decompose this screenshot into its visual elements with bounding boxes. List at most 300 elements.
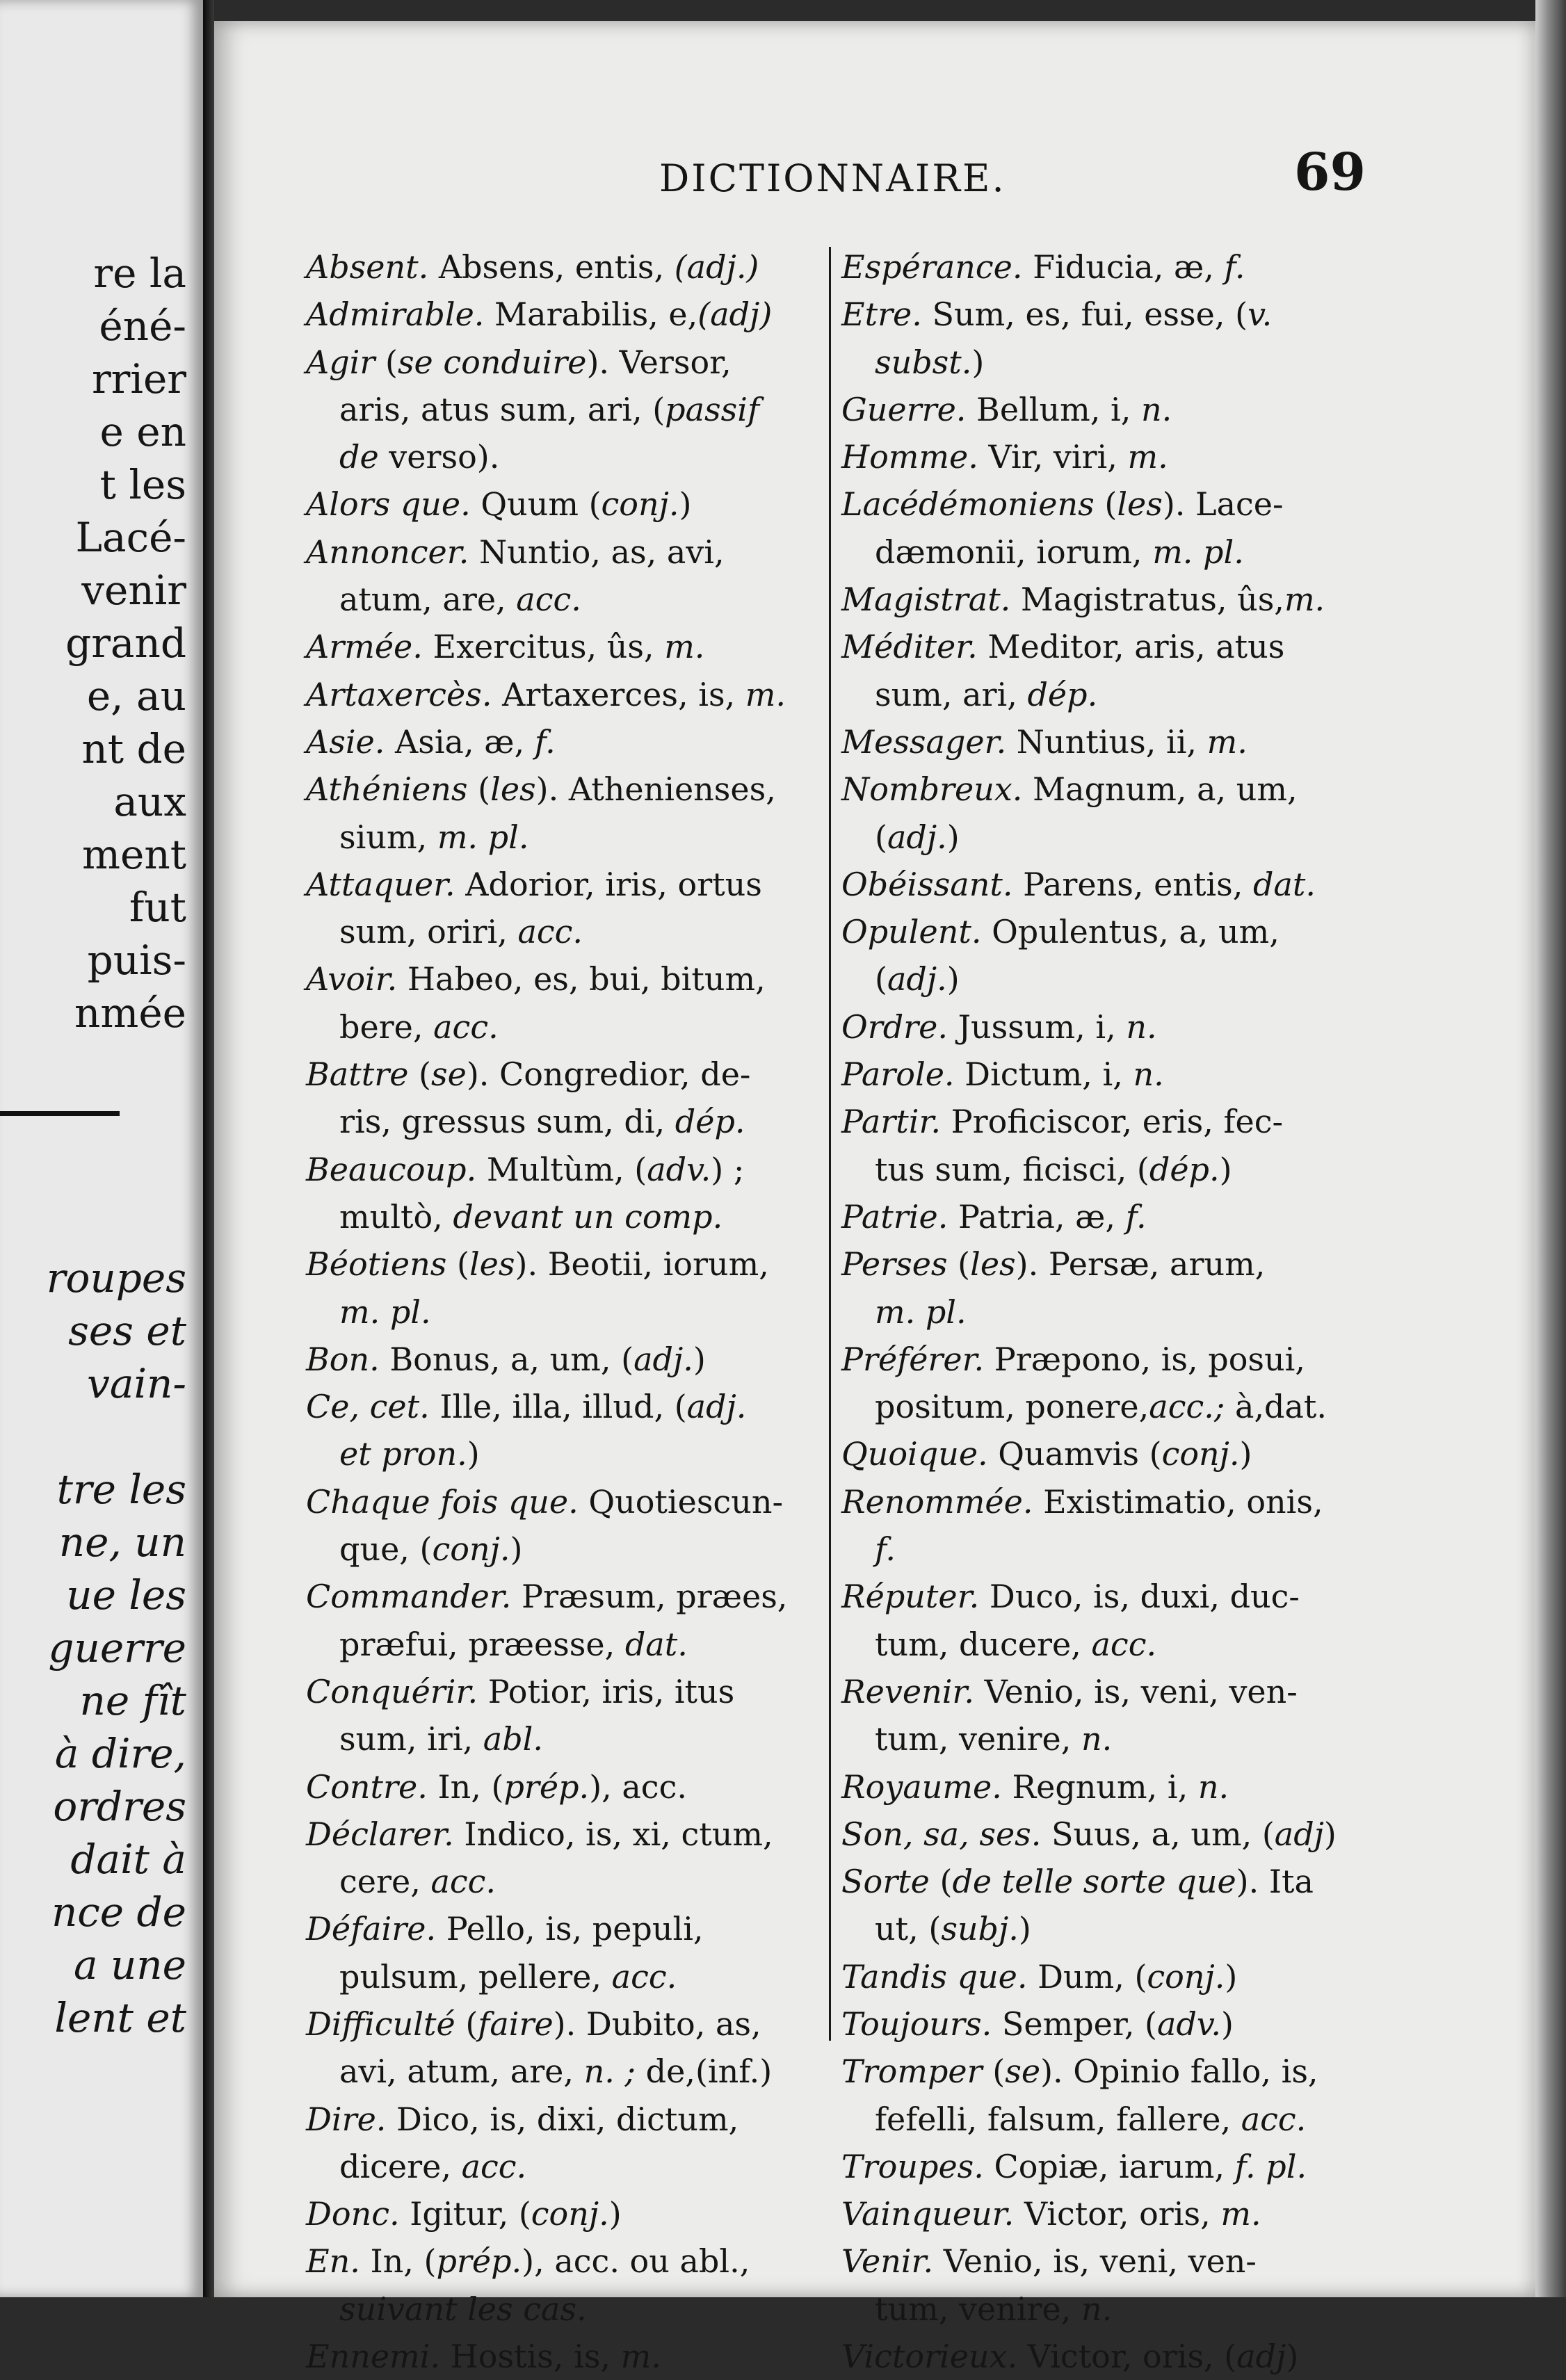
dictionary-entry [841, 480, 1356, 528]
entry-grammar: les [970, 1245, 1016, 1284]
entry-grammar: adj. [686, 1388, 747, 1426]
left-page-line: dait à [70, 1836, 186, 1883]
entry-continuation [306, 433, 821, 480]
left-page-upper-text [0, 247, 195, 1039]
entry-text: positum, ponere, [875, 1388, 1149, 1426]
dictionary-entry [306, 528, 821, 576]
left-page-line: rrier [91, 355, 186, 403]
entry-continuation [841, 1715, 1356, 1763]
entry-grammar: dép. [675, 1103, 745, 1141]
page-number: 69 [1294, 143, 1366, 202]
entry-headword: Partir. [841, 1103, 942, 1141]
entry-text: Magnum, a, um, [1022, 770, 1298, 809]
entry-headword: Préférer. [841, 1340, 985, 1378]
entry-grammar: acc. [1091, 1625, 1157, 1663]
entry-grammar: faire [478, 2005, 554, 2043]
dictionary-entry [306, 861, 821, 908]
dictionary-entry [306, 1905, 821, 1952]
entry-continuation [306, 1288, 821, 1336]
entry-grammar: subst. [875, 343, 972, 381]
entry-text: Dico, is, dixi, dictum, [386, 2100, 739, 2138]
entry-headword: Renommée. [841, 1482, 1033, 1521]
entry-headword: Vainqueur. [841, 2195, 1015, 2233]
dictionary-entry [306, 718, 821, 766]
left-page-line: ses et [68, 1307, 186, 1354]
dictionary-entry [306, 1146, 821, 1193]
entry-text: Venio, is, veni, ven- [974, 1672, 1298, 1710]
entry-text: pulsum, pellere, [339, 1957, 612, 1996]
entry-text: sum, iri, [339, 1720, 483, 1758]
entry-grammar: prép. [503, 1767, 590, 1806]
entry-text: atum, are, [339, 581, 517, 619]
entry-headword: Contre. [306, 1767, 428, 1806]
entry-text: ( [947, 1245, 971, 1284]
entry-continuation [306, 1098, 821, 1145]
entry-grammar: m. [664, 628, 705, 666]
entry-continuation [306, 1715, 821, 1763]
left-page-line: nt de [81, 725, 186, 772]
entry-grammar: les [490, 770, 536, 809]
entry-grammar: dép. [1027, 675, 1098, 713]
entry-grammar: acc. [1241, 2100, 1307, 2138]
dictionary-entry [306, 1478, 821, 1525]
dictionary-entry [306, 1811, 821, 1858]
entry-grammar: n. [1197, 1767, 1229, 1806]
left-page-line: t les [99, 461, 186, 508]
entry-continuation [841, 1146, 1356, 1193]
entry-grammar: (adj) [697, 296, 773, 334]
entry-headword: Revenir. [841, 1672, 974, 1710]
entry-grammar: adj. [887, 960, 947, 998]
entry-grammar: prép. [436, 2242, 522, 2281]
entry-continuation [306, 1003, 821, 1051]
entry-headword: Quoique. [841, 1435, 988, 1473]
entry-text: ) [467, 1435, 480, 1473]
entry-text: cere, [339, 1863, 431, 1901]
entry-grammar: conj. [432, 1530, 510, 1569]
entry-text: ) [1323, 1815, 1337, 1853]
entry-continuation [841, 1525, 1356, 1573]
dictionary-entry [841, 2333, 1356, 2380]
entry-continuation [306, 1621, 821, 1668]
dictionary-entry [841, 2190, 1356, 2237]
entry-grammar: passif [665, 390, 759, 428]
entry-text: que, ( [339, 1530, 433, 1569]
entry-grammar: acc. [517, 913, 583, 951]
entry-grammar: conj. [1161, 1435, 1240, 1473]
dictionary-entry [306, 1051, 821, 1098]
entry-continuation [841, 955, 1356, 1003]
entry-text: ) [679, 485, 692, 524]
entry-grammar: devant un comp. [453, 1197, 723, 1236]
dictionary-entry [306, 480, 821, 528]
entry-grammar: m. [1284, 581, 1325, 619]
dictionary-column-left [306, 243, 821, 2380]
dictionary-entry [306, 339, 821, 386]
dictionary-entry [306, 671, 821, 718]
entry-text: Bellum, i, [966, 390, 1141, 428]
entry-grammar: m. [1127, 438, 1168, 476]
entry-text: Vir, viri, [978, 438, 1128, 476]
entry-headword: Avoir. [306, 960, 398, 998]
entry-headword: Commander. [306, 1578, 512, 1616]
entry-grammar: adv. [1157, 2005, 1222, 2043]
entry-grammar: abl. [483, 1720, 543, 1758]
entry-text: ) [693, 1340, 706, 1378]
dictionary-entry [306, 2333, 821, 2380]
left-page-line: ordres [53, 1783, 186, 1830]
entry-headword: Patrie. [841, 1197, 949, 1236]
dictionary-entry [306, 243, 821, 291]
dictionary-entry [841, 291, 1356, 338]
entry-text: Magistratus, ûs, [1010, 581, 1284, 619]
dictionary-entry [841, 2048, 1356, 2095]
entry-text: ) [1225, 1957, 1238, 1996]
entry-headword: Tromper [841, 2053, 983, 2091]
entry-continuation [306, 1858, 821, 1905]
entry-text: Absens, entis, [428, 248, 675, 286]
dictionary-entry [841, 1430, 1356, 1478]
entry-continuation [841, 1288, 1356, 1336]
entry-headword: Armée. [306, 628, 423, 666]
entry-continuation [306, 1430, 821, 1478]
entry-text: à,dat. [1225, 1388, 1327, 1426]
dictionary-entry [306, 1240, 821, 1288]
dictionary-entry [841, 2143, 1356, 2190]
entry-text: Nuntius, ii, [1006, 722, 1207, 761]
left-page-line: e, au [86, 672, 186, 720]
left-page-rule [0, 1111, 120, 1116]
dictionary-entry [306, 1573, 821, 1620]
entry-text: Proficiscor, eris, fec- [941, 1103, 1284, 1141]
entry-text: ( [467, 770, 491, 809]
entry-text: ) [946, 818, 960, 856]
entry-continuation [841, 2285, 1356, 2333]
entry-grammar: suivant les cas. [339, 2290, 587, 2328]
entry-text: Nuntio, as, avi, [469, 533, 725, 571]
entry-text: ) [971, 343, 985, 381]
entry-continuation [841, 339, 1356, 386]
dictionary-entry [841, 2000, 1356, 2048]
entry-text: Dum, ( [1027, 1957, 1147, 1996]
entry-grammar: acc. [433, 1007, 499, 1046]
left-page-line: ne fît [79, 1677, 186, 1724]
left-page-line: venir [81, 567, 186, 614]
left-page-line: a une [73, 1941, 186, 1989]
entry-grammar: m. [745, 675, 786, 713]
entry-text: Regnum, i, [1001, 1767, 1198, 1806]
dictionary-column-right [841, 243, 1356, 2380]
entry-grammar: adj [1274, 1815, 1324, 1853]
dictionary-entry [841, 433, 1356, 480]
left-page-line: e en [99, 408, 186, 455]
entry-grammar: adj [1236, 2338, 1286, 2376]
entry-continuation [841, 1905, 1356, 1952]
dictionary-entry [306, 1383, 821, 1430]
entry-text: aris, atus sum, ari, ( [339, 390, 665, 428]
entry-grammar: n. ; [583, 2053, 636, 2091]
dictionary-entry [306, 1668, 821, 1715]
entry-headword: Victorieux. [841, 2338, 1018, 2376]
entry-text: ( [875, 818, 887, 856]
dictionary-entry [841, 1953, 1356, 2000]
dictionary-entry [841, 1811, 1356, 1858]
entry-headword: Beaucoup. [306, 1150, 477, 1188]
entry-text: Quamvis ( [987, 1435, 1162, 1473]
entry-continuation [841, 1621, 1356, 1668]
column-divider [829, 247, 831, 2041]
entry-text: Igitur, ( [399, 2195, 531, 2233]
entry-grammar: dat. [1253, 865, 1316, 903]
entry-continuation [306, 1525, 821, 1573]
entry-headword: Tandis que. [841, 1957, 1028, 1996]
dictionary-entry [841, 1193, 1356, 1240]
entry-grammar: de telle sorte que [952, 1863, 1236, 1901]
dictionary-entry [306, 2000, 821, 2048]
entry-text: ( [875, 960, 887, 998]
entry-grammar: n. [1081, 1720, 1113, 1758]
entry-headword: Parole. [841, 1055, 955, 1094]
entry-grammar: f. [875, 1530, 896, 1569]
entry-grammar: les [1117, 485, 1163, 524]
entry-grammar: acc. [461, 2147, 527, 2185]
left-page-line: grand [65, 620, 186, 667]
entry-text: ). Opinio fallo, is, [1040, 2053, 1318, 2091]
left-page-line: éné- [99, 302, 186, 350]
entry-grammar: les [469, 1245, 515, 1284]
entry-headword: Royaume. [841, 1767, 1002, 1806]
entry-continuation [306, 2143, 821, 2190]
entry-text: de,(inf.) [636, 2053, 773, 2091]
entry-headword: Messager. [841, 722, 1007, 761]
left-page-line: à dire, [54, 1730, 186, 1777]
dictionary-entry [841, 1336, 1356, 1383]
entry-grammar: acc. [611, 1957, 677, 1996]
entry-grammar: m. [1220, 2195, 1261, 2233]
entry-text: ( [929, 1863, 953, 1901]
dictionary-entry [306, 291, 821, 338]
entry-text: sum, oriri, [339, 913, 518, 951]
entry-text: Semper, ( [992, 2005, 1158, 2043]
entry-headword: Annoncer. [306, 533, 469, 571]
left-page-line: roupes [46, 1254, 186, 1302]
left-page-line: fut [129, 884, 186, 931]
left-page-line: nmée [74, 989, 186, 1037]
entry-text: Fiducia, æ, [1022, 248, 1225, 286]
left-page-line [0, 1410, 195, 1463]
running-title: DICTIONNAIRE. [659, 156, 1006, 200]
entry-grammar: et pron. [339, 1435, 467, 1473]
entry-grammar: m. pl. [875, 1293, 967, 1331]
entry-text: ( [455, 2005, 478, 2043]
entry-text: tus sum, ficisci, ( [875, 1150, 1149, 1188]
left-page-lower-text [0, 1252, 195, 2044]
entry-headword: Troupes. [841, 2147, 984, 2185]
entry-text: Artaxerces, is, [492, 675, 745, 713]
entry-headword: Etre. [841, 296, 922, 334]
dictionary-entry [841, 1668, 1356, 1715]
entry-headword: Guerre. [841, 390, 967, 428]
entry-continuation [306, 576, 821, 623]
entry-headword: Chaque fois que. [306, 1482, 579, 1521]
entry-text: tum, venire, [875, 2290, 1081, 2328]
entry-text: ), acc. [589, 1767, 687, 1806]
entry-text: Indico, is, xi, ctum, [453, 1815, 773, 1853]
entry-grammar: dat. [624, 1625, 688, 1663]
entry-grammar: acc. [516, 581, 581, 619]
entry-text: ). Persæ, arum, [1015, 1245, 1266, 1284]
entry-continuation [306, 1193, 821, 1240]
entry-continuation [306, 2285, 821, 2333]
left-page-line: aux [113, 778, 186, 825]
entry-text: avi, atum, are, [339, 2053, 584, 2091]
entry-continuation [841, 528, 1356, 576]
entry-grammar: adv. [647, 1150, 711, 1188]
entry-text: Ille, illa, illud, ( [429, 1388, 687, 1426]
entry-text: ) [1221, 2005, 1234, 2043]
entry-grammar: n. [1126, 1007, 1157, 1046]
entry-continuation [306, 1953, 821, 2000]
entry-continuation [306, 813, 821, 861]
entry-grammar: se conduire [397, 343, 587, 381]
entry-grammar: adj. [887, 818, 947, 856]
entry-text: bere, [339, 1007, 434, 1046]
entry-text: ). Versor, [586, 343, 732, 381]
entry-grammar: se [1005, 2053, 1041, 2091]
left-page-line: guerre [48, 1624, 186, 1671]
entry-headword: Ordre. [841, 1007, 948, 1046]
entry-grammar: n. [1133, 1055, 1164, 1094]
entry-text: Habeo, es, bui, bitum, [397, 960, 766, 998]
entry-text: Præpono, is, posui, [984, 1340, 1305, 1378]
left-facing-page [0, 0, 203, 2297]
entry-grammar: m. pl. [437, 818, 529, 856]
entry-headword: Nombreux. [841, 770, 1023, 809]
entry-headword: Réputer. [841, 1578, 980, 1616]
entry-headword: Athéniens [306, 770, 468, 809]
entry-text: dicere, [339, 2147, 462, 2185]
entry-text: Quotiescun- [578, 1482, 783, 1521]
entry-text: fefelli, falsum, fallere, [875, 2100, 1241, 2138]
entry-headword: Ennemi. [306, 2338, 441, 2376]
entry-headword: Déclarer. [306, 1815, 454, 1853]
dictionary-entry [841, 1051, 1356, 1098]
entry-continuation [306, 386, 821, 433]
dictionary-entry [306, 2190, 821, 2237]
entry-text: In, ( [427, 1767, 504, 1806]
entry-text: Præsum, præes, [511, 1578, 788, 1616]
dictionary-entry [841, 1858, 1356, 1905]
entry-grammar: subj. [941, 1910, 1019, 1948]
dictionary-entry [306, 2237, 821, 2285]
entry-text: Suus, a, um, ( [1041, 1815, 1275, 1853]
entry-text: Opulentus, a, um, [981, 913, 1280, 951]
entry-text: ). Beotii, iorum, [515, 1245, 769, 1284]
entry-headword: Agir [306, 343, 376, 381]
entry-continuation [841, 1383, 1356, 1430]
entry-text: ). Dubito, as, [553, 2005, 761, 2043]
dictionary-entry [841, 386, 1356, 433]
entry-text: Venio, is, veni, ven- [933, 2242, 1257, 2281]
entry-text: Exercitus, ûs, [422, 628, 665, 666]
entry-grammar: f. pl. [1234, 2147, 1307, 2185]
book-gutter [203, 0, 214, 2297]
entry-grammar: acc.; [1149, 1388, 1225, 1426]
entry-headword: Venir. [841, 2242, 934, 2281]
entry-headword: Asie. [306, 722, 385, 761]
dictionary-entry [841, 908, 1356, 955]
dictionary-entry [841, 1098, 1356, 1145]
entry-text: sum, ari, [875, 675, 1028, 713]
entry-text: Meditor, aris, atus [977, 628, 1285, 666]
dictionary-entry [306, 2096, 821, 2143]
entry-headword: Son, sa, ses. [841, 1815, 1042, 1853]
entry-headword: Battre [306, 1055, 409, 1094]
entry-text: Victor, oris, [1014, 2195, 1221, 2233]
entry-grammar: m. [1206, 722, 1248, 761]
entry-headword: Absent. [306, 248, 429, 286]
entry-text: ( [408, 1055, 431, 1094]
entry-grammar: adj. [633, 1340, 693, 1378]
entry-text: ), acc. ou abl., [522, 2242, 750, 2281]
dictionary-entry [841, 243, 1356, 291]
entry-headword: Toujours. [841, 2005, 992, 2043]
entry-text: In, ( [360, 2242, 437, 2281]
entry-text: Multùm, ( [476, 1150, 647, 1188]
entry-grammar: v. [1248, 296, 1273, 334]
entry-text: ). Ita [1236, 1863, 1314, 1901]
entry-text: Jussum, i, [947, 1007, 1127, 1046]
entry-headword: Homme. [841, 438, 978, 476]
entry-headword: Espérance. [841, 248, 1023, 286]
entry-grammar: n. [1140, 390, 1172, 428]
left-page-line: Lacé- [75, 514, 186, 561]
entry-text: præfui, præesse, [339, 1625, 625, 1663]
entry-grammar: conj. [601, 485, 679, 524]
page-header [214, 129, 1535, 205]
left-page-line: ue les [66, 1571, 186, 1619]
entry-headword: Dire. [306, 2100, 387, 2138]
dictionary-entry [306, 623, 821, 670]
entry-text: dæmonii, iorum, [875, 533, 1153, 571]
entry-text: ( [375, 343, 398, 381]
entry-grammar: f. [534, 722, 556, 761]
dictionary-entry [841, 718, 1356, 766]
entry-text: Copiæ, iarum, [983, 2147, 1235, 2185]
entry-text: Existimatio, onis, [1033, 1482, 1323, 1521]
entry-grammar: f. [1125, 1197, 1147, 1236]
entry-text: ut, ( [875, 1910, 942, 1948]
dictionary-entry [306, 1763, 821, 1811]
entry-grammar: m. [620, 2338, 661, 2376]
entry-continuation [841, 2096, 1356, 2143]
entry-text: ris, gressus sum, di, [339, 1103, 675, 1141]
dictionary-entry [841, 576, 1356, 623]
entry-text: Victor, oris, ( [1017, 2338, 1237, 2376]
entry-grammar: de [339, 438, 379, 476]
entry-grammar: f. [1224, 248, 1245, 286]
entry-text: ( [1094, 485, 1117, 524]
dictionary-entry [306, 1336, 821, 1383]
entry-grammar: m. pl. [339, 1293, 431, 1331]
entry-text: Potior, iris, itus [478, 1672, 735, 1710]
entry-text: Adorior, iris, ortus [455, 865, 762, 903]
entry-text: multò, [339, 1197, 453, 1236]
entry-text: ). Athenienses, [535, 770, 776, 809]
entry-text: ). Lace- [1162, 485, 1284, 524]
entry-text: Dictum, i, [954, 1055, 1133, 1094]
entry-headword: Lacédémoniens [841, 485, 1095, 524]
